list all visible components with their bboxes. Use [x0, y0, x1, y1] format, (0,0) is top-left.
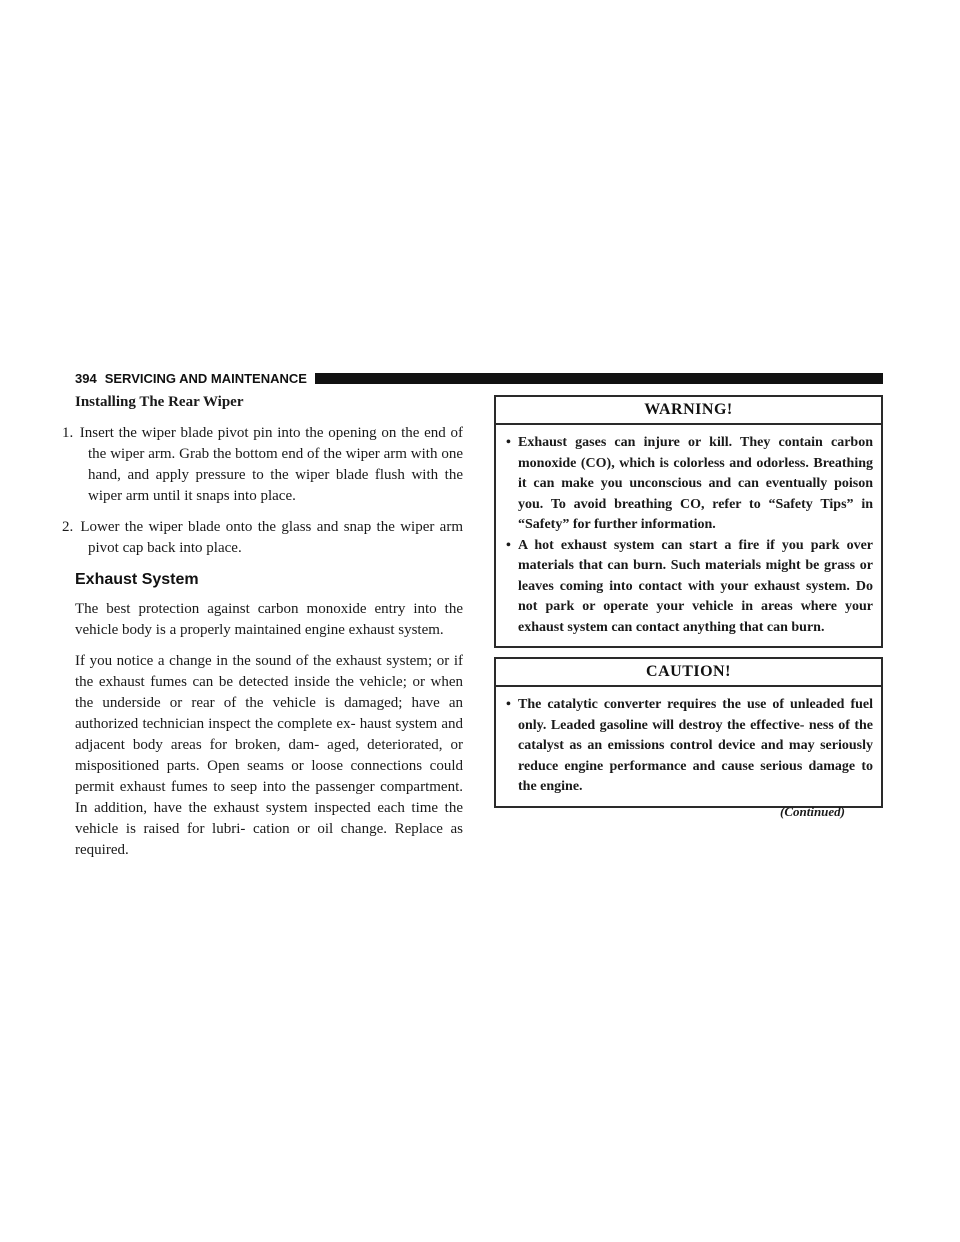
caution-title: CAUTION!: [496, 659, 881, 687]
bullet-icon: •: [506, 435, 511, 450]
bullet-icon: •: [506, 697, 511, 712]
page-header: [75, 368, 883, 388]
step-item: 1. Insert the wiper blade pivot pin into the opening on the end of the wiper arm. Grab the bottom end of the wiper arm with one hand, and apply pressure to the wiper blade flush with the wiper arm until it snaps into place.: [62, 425, 463, 504]
section-title: SERVICING AND MAINTENANCE: [104, 370, 307, 386]
steps-list: [62, 423, 463, 559]
page-number: 394: [75, 370, 97, 386]
header-rule: [315, 373, 883, 384]
bullet-text: A hot exhaust system can start a fire if you park over materials that can burn. Such materials might be grass or leaves coming into contact with your exhaust system. Do not park or operate your vehicle in areas where your exhaust system can contact anything that can burn.: [518, 537, 873, 635]
caution-body: [496, 687, 881, 806]
warning-body: [496, 425, 881, 646]
continued-note: (Continued): [780, 804, 846, 819]
warning-bullet: [506, 536, 873, 639]
paragraph: If you notice a change in the sound of the exhaust system; or if the exhaust fumes can be detected inside the vehicle; or when the underside or rear of the vehicle is damaged; have an authorized technician inspect the complete ex- haust system and adjacent body areas for broken, dam- aged, deteriorated, or mispositioned parts. Open seams or loose connections could permit exhaust fumes to seep into the passenger compartment. In addition, have the exhaust system inspected each time the vehicle is raised for lubri- cation or oil change. Replace as required.: [75, 653, 463, 858]
bullet-text: Exhaust gases can injure or kill. They contain carbon monoxide (CO), which is colorless and odorless. Breathing it can make you unconscious and can eventually poison you. To avoid breathing CO, refer to “Safety Tips” in “Safety” for further information.: [518, 435, 873, 532]
bullet-icon: •: [506, 537, 511, 553]
step-item: 2. Lower the wiper blade onto the glass and snap the wiper arm pivot cap back into place.: [62, 519, 463, 556]
section-heading-exhaust: Exhaust System: [75, 571, 199, 588]
left-column: [62, 392, 463, 871]
subheading-rear-wiper: Installing The Rear Wiper: [75, 394, 244, 410]
warning-bullet: [506, 433, 873, 536]
warning-title: WARNING!: [496, 397, 881, 425]
step-text: Lower the wiper blade onto the glass and snap the wiper arm pivot cap back into place.: [80, 519, 463, 556]
paragraph: The best protection against carbon monoxide entry into the vehicle body is a properly maintained engine exhaust system.: [75, 601, 463, 638]
caution-box: [494, 657, 883, 808]
caution-bullet: [506, 695, 873, 798]
bullet-text: The catalytic converter requires the use of unleaded fuel only. Leaded gasoline will destroy the effective- ness of the catalyst as an emissions control device and may seriously reduce engine performance and cause serious damage to the engine.: [518, 697, 873, 794]
warning-box: [494, 395, 883, 648]
step-text: Insert the wiper blade pivot pin into the opening on the end of the wiper arm. Grab the bottom end of the wiper arm with one hand, and apply pressure to the wiper blade flush with the wiper arm until it snaps into place.: [79, 425, 463, 504]
